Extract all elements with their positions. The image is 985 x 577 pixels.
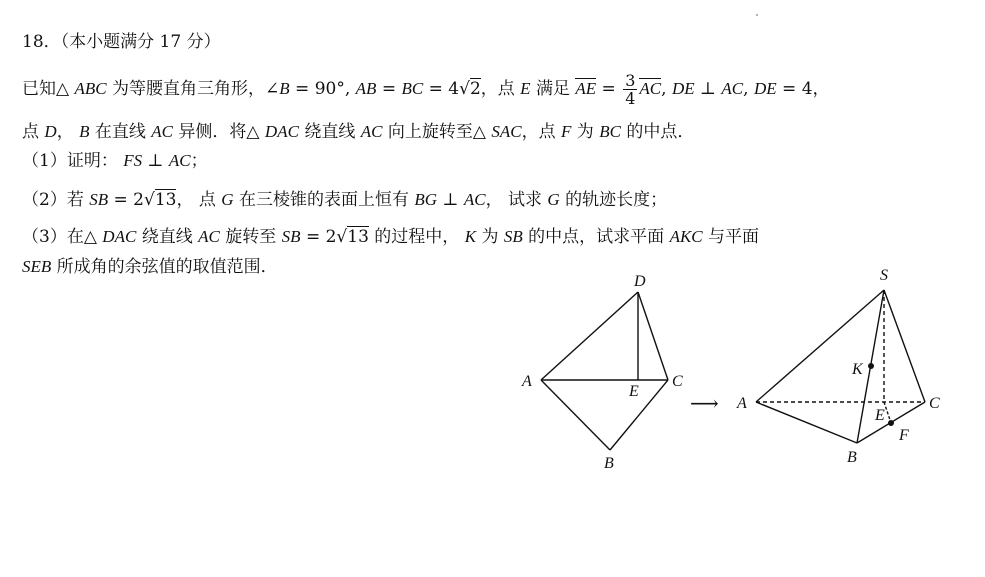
segment-ac: AC [463, 190, 486, 209]
text: 向上旋转至△ [382, 122, 492, 142]
segment-bc: BC [401, 79, 424, 98]
triangle-dac: DAC [264, 122, 299, 141]
text: ，点 [521, 122, 561, 142]
text: ， 试求 [485, 190, 548, 210]
label-s: S [880, 267, 888, 284]
label-a: A [522, 373, 532, 390]
label-a: A [737, 395, 747, 412]
text: ⊥ [142, 151, 169, 171]
segment-ac: AC [168, 151, 191, 170]
text: ， 点 [176, 190, 222, 210]
label-k: K [852, 361, 863, 378]
text: 点 [22, 122, 45, 142]
segment-bc: BC [599, 122, 621, 141]
segment-de: DE [671, 79, 695, 98]
segment-sb: SB [281, 227, 301, 246]
label-d: D [634, 273, 646, 290]
segment-dc [638, 292, 668, 380]
equals: = [596, 79, 622, 99]
text: 旋转至 [219, 227, 282, 247]
text: （1）证明： [22, 151, 124, 171]
text: ⊥ [437, 190, 464, 210]
point-e: E [520, 79, 531, 98]
line-ac: AC [198, 227, 220, 246]
point-f-dot [888, 420, 894, 426]
point-g: G [221, 190, 234, 209]
label-f: F [899, 427, 909, 444]
label-b: B [847, 449, 857, 466]
text: = 2 [300, 227, 337, 247]
label-e: E [629, 383, 639, 400]
triangle-sac: SAC [491, 122, 522, 141]
radicand: 2 [469, 79, 481, 99]
text: 绕直线 [136, 227, 199, 247]
sqrt-thirteen: √13 [144, 190, 177, 210]
segment-ac: AC [721, 79, 744, 98]
text: ， [56, 122, 80, 142]
text: 的中点，试求平面 [522, 227, 670, 247]
transform-arrow: ⟶ [690, 393, 719, 415]
fraction-denominator: 4 [625, 89, 636, 108]
figure-left [541, 292, 668, 450]
segment-fs: FS [123, 151, 143, 170]
radicand: 13 [347, 227, 369, 247]
label-c: C [672, 373, 683, 390]
sqrt-two: √2 [459, 79, 481, 99]
text: 满足 [530, 79, 576, 99]
text: = 4， [776, 79, 830, 99]
text: = [376, 79, 402, 99]
segment-bg: BG [414, 190, 438, 209]
text: = 4 [423, 79, 460, 99]
segment-ab: AB [355, 79, 377, 98]
text: ⊥ [694, 79, 722, 99]
segment-ad [541, 292, 638, 380]
text: ，点 [480, 79, 521, 99]
point-k: K [464, 227, 477, 246]
plane-akc: AKC [669, 227, 703, 246]
fraction-numerator: 3 [625, 71, 636, 90]
point-k-dot [868, 363, 874, 369]
text: 绕直线 [298, 122, 361, 142]
text: 为等腰直角三角形，∠ [106, 79, 280, 99]
triangle-dac: DAC [102, 227, 137, 246]
segment-sa [756, 290, 884, 402]
text: 在直线 [89, 122, 152, 142]
point-f: F [561, 122, 572, 141]
text: 为 [571, 122, 600, 142]
label-e: E [875, 407, 885, 424]
segment-ab [756, 402, 857, 443]
line-ac: AC [360, 122, 383, 141]
segment-bc [610, 380, 668, 450]
text: 已知△ [22, 79, 75, 99]
segment-de: DE [753, 79, 777, 98]
text: 所成角的余弦值的取值范围． [51, 257, 278, 277]
vector-ae: AE [575, 79, 597, 98]
text: ； [190, 151, 208, 171]
line-ac: AC [151, 122, 174, 141]
segment-sb: SB [89, 190, 109, 209]
sqrt-thirteen: √13 [336, 227, 369, 247]
text: 为 [476, 227, 504, 247]
label-c: C [929, 395, 940, 412]
text: = 90°, [289, 79, 356, 99]
plane-seb: SEB [22, 257, 52, 276]
triangle-abc: ABC [74, 79, 107, 98]
text: = 2 [108, 190, 144, 210]
segment-ef-hidden [884, 402, 891, 423]
segment-ab [541, 380, 610, 450]
question-number: 18．（本小题满分 17 分） [22, 32, 221, 52]
vector-ac: AC [639, 79, 662, 98]
text: 的过程中， [368, 227, 465, 247]
text: , [661, 79, 672, 99]
text: , [743, 79, 754, 99]
point-d: D [44, 122, 57, 141]
text: 异侧．将△ [173, 122, 265, 142]
text: （3）在△ [22, 227, 103, 247]
text: （2）若 [22, 190, 90, 210]
radicand: 13 [154, 190, 177, 210]
segment-sb: SB [503, 227, 523, 246]
text: 的轨迹长度； [559, 190, 668, 210]
figure-right [756, 290, 925, 443]
point-b: B [79, 122, 90, 141]
segment-sc [884, 290, 925, 402]
point-g: G [547, 190, 560, 209]
text: 与平面 [702, 227, 760, 247]
label-b: B [604, 455, 614, 472]
text: 的中点． [620, 122, 695, 142]
angle-b: B [279, 79, 290, 98]
text: 在三棱锥的表面上恒有 [233, 190, 415, 210]
